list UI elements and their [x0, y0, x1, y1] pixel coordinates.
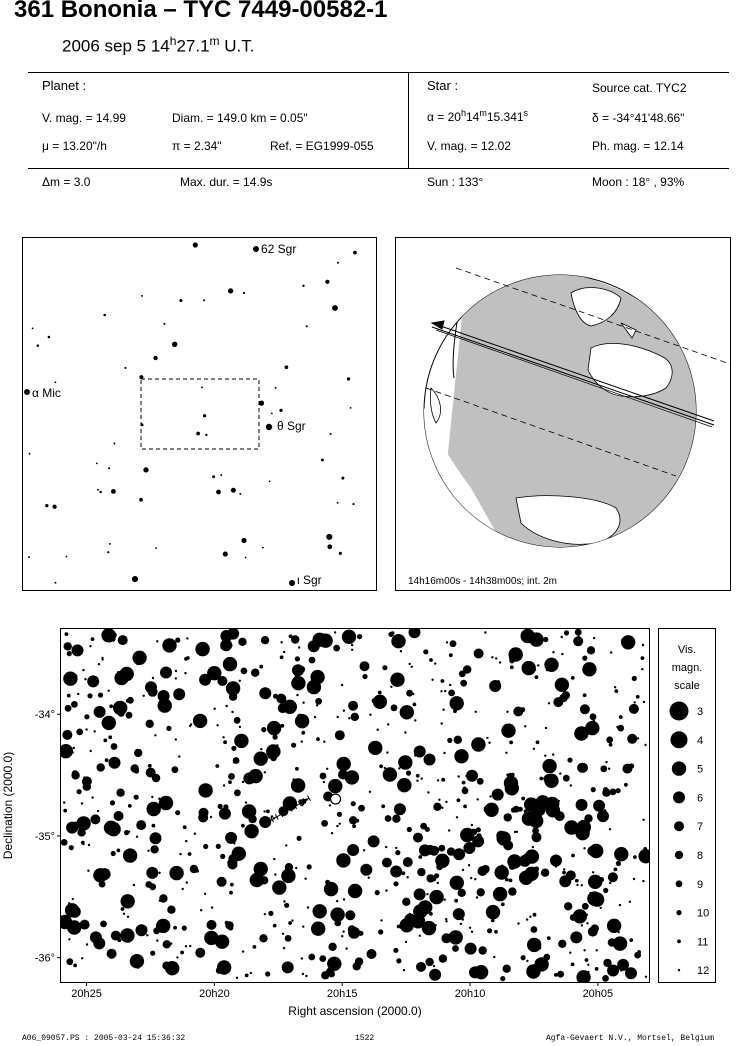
finder-star [347, 377, 350, 380]
planet-motion: μ = 13.20"/h [42, 139, 107, 153]
finder-star [325, 280, 329, 284]
star-source-catalog: Source cat. TYC2 [592, 81, 687, 95]
legend-magnitude-label: 10 [697, 907, 710, 920]
finder-star [216, 490, 221, 495]
star-vmag: V. mag. = 12.02 [427, 139, 511, 153]
planet-parallax: π = 2.34" [172, 139, 222, 153]
finder-star [179, 299, 182, 302]
finder-star [341, 477, 344, 480]
finder-star [111, 489, 116, 494]
finder-star [327, 544, 332, 549]
sun-elongation: Sun : 133° [427, 175, 484, 189]
max-duration: Max. dur. = 14.9s [180, 175, 273, 189]
finder-star [48, 336, 51, 339]
finder-star [262, 547, 264, 549]
legend-magnitude-label: 7 [697, 821, 704, 834]
finder-star-field [23, 238, 376, 590]
finder-star [54, 381, 56, 383]
star-phmag: Ph. mag. = 12.14 [592, 139, 684, 153]
finder-star [96, 462, 98, 464]
finder-star [143, 467, 148, 472]
legend-magnitude-label: 8 [697, 850, 704, 862]
finder-star [223, 552, 228, 557]
finder-star [228, 288, 233, 293]
planet-label: Planet : [42, 78, 87, 93]
header-rule-top [28, 72, 729, 73]
finder-star [97, 489, 99, 491]
finder-star [66, 556, 68, 558]
x-axis-label: Right ascension (2000.0) [288, 1004, 422, 1018]
finder-star [350, 407, 352, 409]
finder-star [203, 299, 205, 301]
y-tick-label: -34° [34, 709, 55, 722]
finder-star [241, 538, 246, 543]
event-datetime: 2006 sep 5 14$^h$27.1$^m$ U.T. [62, 34, 255, 56]
y-axis-label: Declination (2000.0) [1, 751, 15, 860]
finder-star [302, 285, 304, 287]
finder-star [193, 242, 198, 247]
finder-star [113, 443, 115, 445]
header-divider [408, 72, 409, 168]
finder-star [326, 534, 332, 540]
legend-dot [676, 910, 681, 915]
finder-star [141, 295, 143, 297]
finder-star [205, 434, 207, 436]
finder-star [271, 413, 273, 415]
finder-star [203, 414, 206, 417]
legend-dot [674, 821, 684, 831]
legend-dot [675, 851, 683, 859]
planet-diameter: Diam. = 149.0 km = 0.05" [172, 111, 308, 125]
star-alpha-mic [24, 389, 30, 395]
x-tick-label: 20h20 [199, 988, 230, 1000]
legend-dot [672, 761, 686, 775]
delta-magnitude: Δm = 3.0 [42, 175, 91, 189]
finder-star [132, 576, 138, 582]
finder-star [172, 342, 177, 347]
planet-reference: Ref. = EG1999-055 [270, 139, 374, 153]
finder-star [153, 356, 157, 360]
y-tick-label: -35° [34, 830, 55, 843]
legend-dot [677, 940, 681, 944]
legend-magnitude-label: 4 [697, 734, 704, 747]
finder-star [243, 292, 245, 294]
x-tick-label: 20h15 [326, 988, 358, 1000]
label-theta-sgr: θ Sgr [277, 419, 306, 433]
finder-star [339, 552, 342, 555]
globe-map [396, 238, 730, 590]
legend-magnitude-label: 3 [697, 706, 704, 718]
finder-star [285, 365, 289, 369]
finder-star [275, 387, 277, 389]
page-title: 361 Bononia – TYC 7449-00582-1 [14, 0, 388, 23]
finder-star [55, 582, 57, 584]
x-tick-label: 20h25 [71, 988, 102, 1000]
finder-star [353, 251, 357, 255]
star-iota-sgr [289, 580, 295, 586]
legend-dot [678, 969, 680, 971]
globe-panel [395, 237, 731, 591]
finder-star [321, 458, 324, 461]
finder-star [245, 557, 247, 559]
finder-star [99, 491, 101, 493]
footer-organization: Agfa-Gevaert N.V., Mortsel, Belgium [546, 1034, 715, 1043]
finder-star [279, 409, 282, 412]
finder-star [103, 314, 106, 317]
finder-star [163, 323, 165, 325]
x-tick-label: 20h10 [454, 988, 486, 1000]
finder-star [201, 386, 203, 388]
star-theta-sgr [266, 424, 272, 430]
label-alpha-mic: α Mic [32, 386, 61, 400]
finder-star [212, 475, 215, 478]
legend-magnitude-label: 12 [697, 965, 710, 978]
finder-star [29, 453, 31, 455]
globe-time-range: 14h16m00s - 14h38m00s; int. 2m [408, 576, 557, 587]
header-rule-bottom [28, 168, 729, 169]
legend-title-vis: Vis. [677, 644, 697, 656]
legend-title-magn: magn. [671, 662, 703, 674]
finder-star [32, 328, 34, 330]
legend-dot [676, 880, 683, 887]
y-tick-label: -36° [34, 952, 55, 965]
moon-info: Moon : 18° , 93% [592, 175, 685, 189]
star-declination: δ = -34°41'48.66" [592, 111, 685, 125]
star-62sgr [253, 246, 259, 252]
finder-star [139, 498, 143, 502]
legend-title-scale: scale [674, 680, 700, 692]
planet-vmag: V. mag. = 14.99 [42, 111, 126, 125]
finder-star [108, 467, 110, 469]
finder-star [52, 505, 56, 509]
label-62-sgr: 62 Sgr [261, 242, 297, 256]
finder-star [37, 344, 40, 347]
legend-dot [673, 791, 685, 803]
legend-magnitude-label: 6 [697, 792, 704, 805]
finder-star [231, 488, 236, 493]
finder-star [337, 502, 339, 504]
legend-magnitude-label: 11 [697, 936, 709, 949]
field-of-view-box [141, 379, 259, 449]
finder-star [306, 325, 308, 327]
finder-star [259, 400, 264, 405]
label-iota-sgr: ι Sgr [297, 573, 322, 587]
star-right-ascension: $\alpha = 20^h14^m15.341^s$ [427, 108, 529, 124]
x-tick-label: 20h05 [582, 988, 614, 1000]
finder-star [28, 556, 30, 558]
magnitude-legend [658, 628, 716, 983]
finder-star [239, 493, 241, 495]
legend-magnitude-label: 5 [697, 763, 704, 776]
finder-star [196, 432, 200, 436]
star-label: Star : [427, 78, 459, 93]
legend-dot [671, 731, 688, 748]
finder-star [155, 547, 157, 549]
finder-star [109, 543, 111, 545]
finder-chart [22, 237, 377, 591]
finder-star [107, 551, 109, 553]
finder-star [124, 367, 126, 369]
footer-file-info: A06_09057.PS : 2005-03-24 15:36:32 [22, 1034, 186, 1043]
finder-star [352, 503, 354, 505]
finder-star [269, 480, 271, 482]
finder-star [332, 305, 338, 311]
finder-star [330, 433, 332, 435]
finder-star [337, 262, 339, 264]
legend-dot [670, 702, 689, 721]
finder-star [220, 474, 222, 476]
detail-chart-axes [0, 620, 737, 1025]
finder-star [45, 504, 48, 507]
footer-page-number: 1522 [355, 1034, 375, 1043]
legend-magnitude-label: 9 [697, 878, 704, 891]
